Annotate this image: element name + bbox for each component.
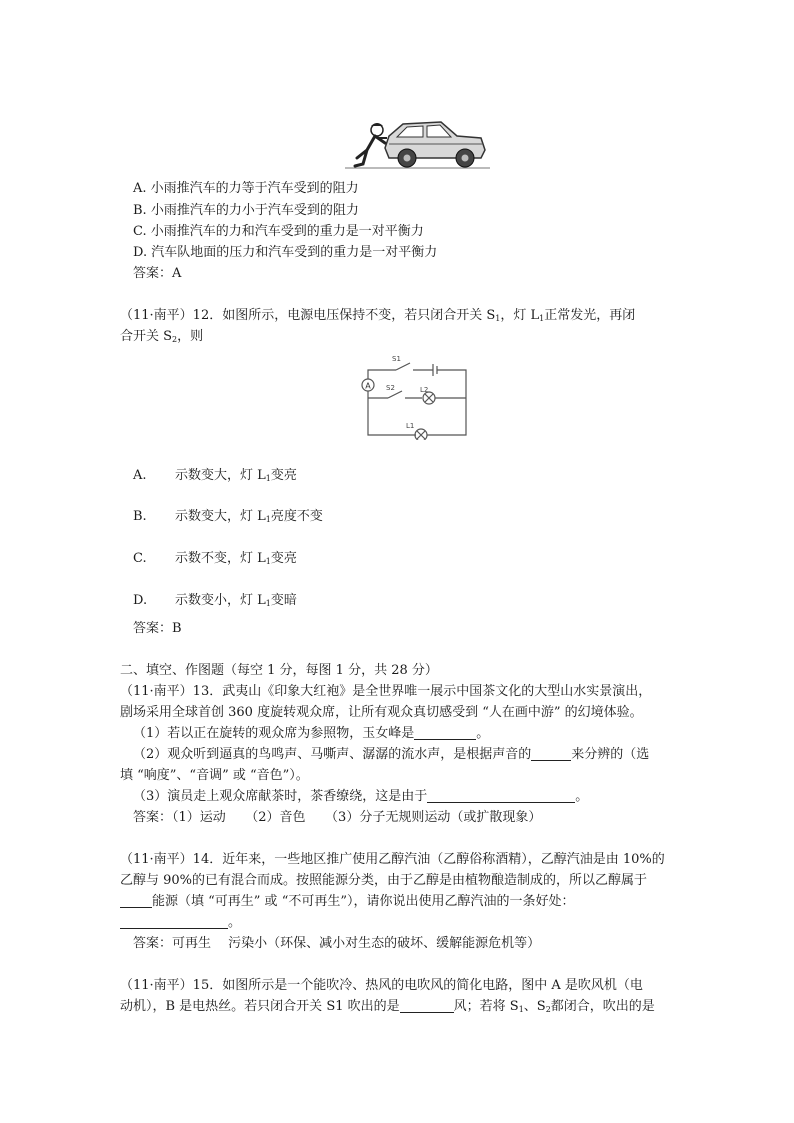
q11-option-c: C. 小雨推汽车的力和汽车受到的重力是一对平衡力 xyxy=(133,224,424,239)
q13-stem-line1: （11·南平）13．武夷山《印象大红袍》是全世界唯一展示中国茶文化的大型山水实景演出， xyxy=(120,684,652,699)
q13-blank-1 xyxy=(414,725,476,740)
q14-stem-line1: （11·南平）14．近年来，一些地区推广使用乙醇汽油（乙醇俗称酒精），乙醇汽油是由 10%的 xyxy=(120,852,665,867)
q12-option-a: A. 示数变大，灯 $L_1$变亮 xyxy=(133,468,297,483)
q12-answer: 答案：B xyxy=(133,621,182,636)
l2-label: L2 xyxy=(420,386,429,394)
q13-blank-2 xyxy=(531,746,571,761)
ammeter-label: A xyxy=(365,381,371,391)
q12-option-c: C. 示数不变，灯 $L_1$变亮 xyxy=(133,551,297,566)
q11-option-d: D. 汽车队地面的压力和汽车受到的重力是一对平衡力 xyxy=(133,245,438,260)
s1-label: S1 xyxy=(392,355,401,363)
q13-answer: 答案：（1）运动 （2）音色 （3）分子无规则运动（或扩散现象） xyxy=(133,810,542,825)
q13-part2-cont: 填 “响度”、“音调” 或 “音色”）。 xyxy=(120,768,309,783)
q14-blank-2 xyxy=(120,914,228,929)
q13-part2: （2）观众听到逼真的鸟鸣声、马嘶声、潺潺的流水声，是根据声音的 来分辨的（选 xyxy=(133,747,650,762)
section-2-heading: 二、填空、作图题（每空 1 分，每图 1 分，共 28 分） xyxy=(120,663,438,678)
q12-option-b: B. 示数变大，灯 $L_1$亮度不变 xyxy=(133,509,323,524)
q11-option-b: B. 小雨推汽车的力小于汽车受到的阻力 xyxy=(133,203,359,218)
q12-circuit-diagram xyxy=(358,350,473,440)
q13-part1: （1）若以正在旋转的观众席为参照物，玉女峰是 。 xyxy=(133,726,490,741)
q13-blank-3 xyxy=(427,788,575,803)
q15-stem-line2: 动机），B 是电热丝。若只闭合开关 S1 吹出的是 风；若将 $S_1$、$S_2$都闭合，吹出的是 xyxy=(120,999,655,1014)
q15-stem-line1: （11·南平）15．如图所示是一个能吹冷、热风的电吹风的简化电路，图中 A 是吹风机（电 xyxy=(120,978,643,993)
q12-stem-line1: （11·南平）12．如图所示，电源电压保持不变，若只闭合开关 $S_1$，灯 $L_1$正常发光，再闭 xyxy=(120,308,636,323)
q14-answer: 答案：可再生 污染小（环保、减小对生态的破坏、缓解能源危机等） xyxy=(133,936,541,951)
q13-stem-line2: 剧场采用全球首创 360 度旋转观众席，让所有观众真切感受到 “人在画中游” 的幻境体验。 xyxy=(120,705,643,720)
q14-stem-line4: 。 xyxy=(120,914,241,932)
s2-label: S2 xyxy=(386,384,395,392)
q13-part3: （3）演员走上观众席献茶时，茶香缭绕，这是由于 。 xyxy=(133,789,589,804)
q14-stem-line3: 能源（填 “可再生” 或 “不可再生”），请你说出使用乙醇汽油的一条好处： xyxy=(120,893,574,911)
q14-blank-1 xyxy=(120,893,152,908)
q11-answer: 答案：A xyxy=(133,266,182,281)
q12-stem-line2: 合开关 $S_2$，则 xyxy=(120,329,204,344)
l1-label: L1 xyxy=(406,422,415,430)
q14-stem-line2: 乙醇与 90%的已有混合而成。按照能源分类，由于乙醇是由植物酿造制成的，所以乙醇属于 xyxy=(120,873,648,888)
q15-blank-1 xyxy=(400,998,454,1013)
car-pushing-illustration xyxy=(345,110,490,172)
q12-option-d: D. 示数变小，灯 $L_1$变暗 xyxy=(133,593,297,608)
q11-option-a: A. 小雨推汽车的力等于汽车受到的阻力 xyxy=(133,181,359,196)
